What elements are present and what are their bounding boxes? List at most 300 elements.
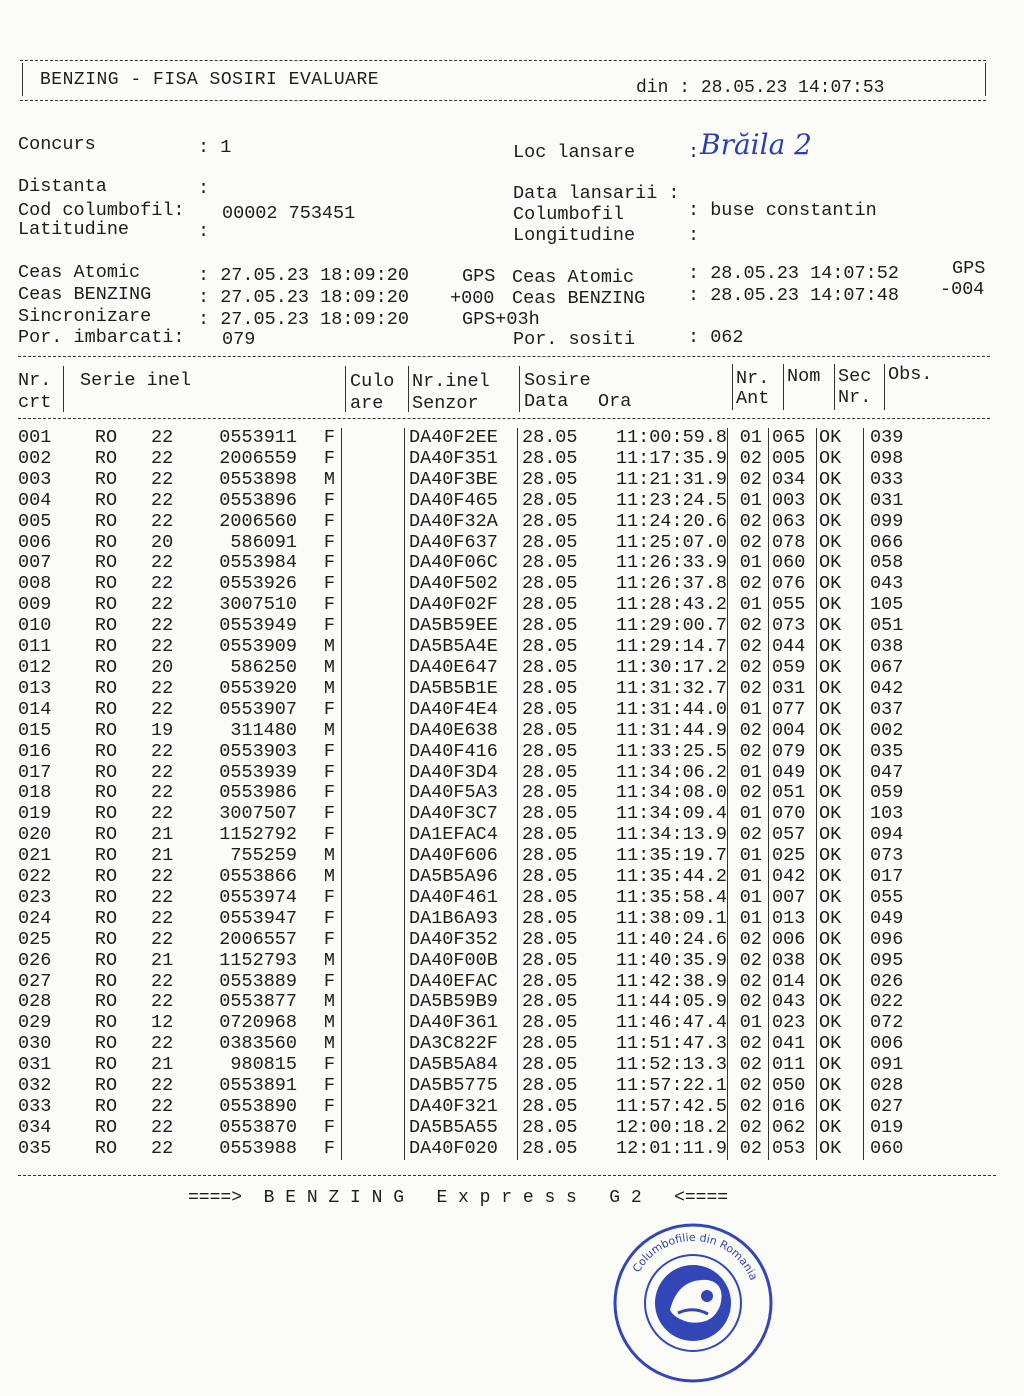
cell-nom: 016 xyxy=(769,1097,817,1118)
cell-obs: 103 xyxy=(864,804,931,825)
table-row xyxy=(18,783,930,804)
hdr-divider-1 xyxy=(63,366,64,412)
cell-sec: OK xyxy=(817,909,864,930)
cell-date: 28.05 xyxy=(518,1097,593,1118)
cell-date: 28.05 xyxy=(518,783,593,804)
table-row xyxy=(18,951,930,972)
cell-sen: DA40F351 xyxy=(405,449,518,470)
cell-cty: RO xyxy=(94,719,118,741)
cell-sen: DA5B5A55 xyxy=(405,1118,518,1139)
cell-yr: 22 xyxy=(151,991,174,1013)
cell-sen: DA40F416 xyxy=(405,742,518,763)
cell-nom: 044 xyxy=(769,637,817,658)
table-row xyxy=(18,1055,930,1076)
cell-cul xyxy=(342,721,405,742)
cell-obs: 066 xyxy=(864,533,931,554)
cell-sex: F xyxy=(323,970,335,992)
table-row xyxy=(18,491,930,512)
cell-nr: 010 xyxy=(18,615,52,637)
cell-sen: DA1B6A93 xyxy=(405,909,518,930)
cell-ant: 02 xyxy=(728,470,769,491)
loc-lansare-colon: : xyxy=(688,142,700,163)
cell-ora: 11:31:32.7 xyxy=(615,677,727,699)
cell-cty: RO xyxy=(94,615,118,637)
table-row xyxy=(18,533,930,554)
cell-ora: 11:40:24.6 xyxy=(615,928,727,950)
cell-nr: 009 xyxy=(18,594,52,616)
cell-nom: 060 xyxy=(769,553,817,574)
cell-nom: 051 xyxy=(769,783,817,804)
cell-obs: 039 xyxy=(864,428,931,449)
clock-left-0-suffix: GPS xyxy=(462,266,496,287)
cell-obs: 035 xyxy=(864,742,931,763)
cell-nom: 042 xyxy=(769,867,817,888)
cell-nr: 014 xyxy=(18,698,52,720)
table-row xyxy=(18,846,930,867)
cell-cty: RO xyxy=(94,447,118,469)
cell-ora: 11:29:00.7 xyxy=(615,615,727,637)
cell-yr: 21 xyxy=(151,824,174,846)
cell-date: 28.05 xyxy=(518,616,593,637)
cell-ring: 0720968 xyxy=(219,1012,297,1034)
cell-nom: 065 xyxy=(769,428,817,449)
cell-sex: F xyxy=(323,907,335,929)
cell-ora: 11:38:09.1 xyxy=(615,907,727,929)
stamp-text: Columbofilie din Romania xyxy=(630,1230,761,1283)
cell-yr: 22 xyxy=(151,510,174,532)
cell-ant: 02 xyxy=(728,1139,769,1160)
cell-nom: 013 xyxy=(769,909,817,930)
cell-obs: 026 xyxy=(864,972,931,993)
cell-nr: 029 xyxy=(18,1012,52,1034)
col-serie-inel: Serie inel xyxy=(80,370,192,391)
cell-date: 28.05 xyxy=(518,491,593,512)
cell-yr: 22 xyxy=(151,552,174,574)
cell-nom: 014 xyxy=(769,972,817,993)
clock-left-2-suffix: GPS+03h xyxy=(462,309,540,330)
cell-sen: DA40F502 xyxy=(405,574,518,595)
cell-cty: RO xyxy=(94,907,118,929)
latitudine-label: Latitudine xyxy=(18,219,130,240)
cell-ora: 11:35:58.4 xyxy=(615,886,727,908)
clock-left-2-label: Sincronizare xyxy=(18,306,152,327)
cell-ora: 11:29:14.7 xyxy=(615,636,727,658)
cell-sex: F xyxy=(323,803,335,825)
cell-date: 28.05 xyxy=(518,512,593,533)
cell-yr: 12 xyxy=(151,1012,174,1034)
cell-yr: 22 xyxy=(151,782,174,804)
cell-cty: RO xyxy=(94,468,118,490)
cell-date: 28.05 xyxy=(518,742,593,763)
cell-ora: 11:26:33.9 xyxy=(615,552,727,574)
cell-sen: DA40F02F xyxy=(405,595,518,616)
cell-ant: 02 xyxy=(728,992,769,1013)
table-row xyxy=(18,1097,930,1118)
cell-cul xyxy=(342,930,405,951)
cell-ant: 01 xyxy=(728,804,769,825)
cell-sec: OK xyxy=(817,512,864,533)
cell-nr: 018 xyxy=(18,782,52,804)
cell-obs: 073 xyxy=(864,846,931,867)
cod-columbofil-value: 00002 753451 xyxy=(222,203,356,224)
table-row xyxy=(18,553,930,574)
cell-ant: 01 xyxy=(728,553,769,574)
cell-ring: 0553926 xyxy=(219,573,297,595)
cell-cul xyxy=(342,679,405,700)
cell-sen: DA5B5B1E xyxy=(405,679,518,700)
cell-nr: 027 xyxy=(18,970,52,992)
cell-yr: 22 xyxy=(151,740,174,762)
cell-sen: DA5B5A4E xyxy=(405,637,518,658)
cell-cul xyxy=(342,888,405,909)
cell-cul xyxy=(342,533,405,554)
cell-ora: 11:31:44.9 xyxy=(615,719,727,741)
cell-sex: F xyxy=(323,698,335,720)
cell-cty: RO xyxy=(94,1054,118,1076)
cell-nom: 057 xyxy=(769,825,817,846)
cell-yr: 22 xyxy=(151,698,174,720)
cell-sec: OK xyxy=(817,595,864,616)
cell-cty: RO xyxy=(94,928,118,950)
cell-nr: 016 xyxy=(18,740,52,762)
cell-ora: 11:51:47.3 xyxy=(615,1033,727,1055)
cell-obs: 105 xyxy=(864,595,931,616)
cell-date: 28.05 xyxy=(518,972,593,993)
cell-yr: 22 xyxy=(151,636,174,658)
table-row xyxy=(18,470,930,491)
cell-sex: F xyxy=(323,531,335,553)
cell-ant: 02 xyxy=(728,1034,769,1055)
cell-obs: 006 xyxy=(864,1034,931,1055)
cell-ring: 980815 xyxy=(230,1054,297,1076)
col-ant-line1: Nr. xyxy=(736,368,770,389)
cell-yr: 21 xyxy=(151,845,174,867)
cell-sex: F xyxy=(323,1116,335,1138)
cell-nom: 003 xyxy=(769,491,817,512)
cell-date: 28.05 xyxy=(518,909,593,930)
cell-cul xyxy=(342,658,405,679)
cell-ring: 0553986 xyxy=(219,782,297,804)
cell-ora: 11:17:35.9 xyxy=(615,447,727,469)
cell-sex: F xyxy=(323,427,335,448)
data-lansarii-label: Data lansarii : xyxy=(513,183,680,204)
cell-nr: 026 xyxy=(18,949,52,971)
imbarcati-value: 079 xyxy=(222,329,256,350)
cell-ant: 02 xyxy=(728,449,769,470)
cell-yr: 22 xyxy=(151,907,174,929)
cell-ora: 11:35:19.7 xyxy=(615,845,727,867)
cell-sec: OK xyxy=(817,470,864,491)
cell-cul xyxy=(342,512,405,533)
cell-nr: 035 xyxy=(18,1137,52,1159)
cell-ora: 11:34:08.0 xyxy=(615,782,727,804)
cell-sex: M xyxy=(323,468,335,490)
cell-ant: 01 xyxy=(728,700,769,721)
cell-date: 28.05 xyxy=(518,470,593,491)
cell-ring: 1152793 xyxy=(219,949,297,971)
cell-yr: 22 xyxy=(151,489,174,511)
cell-obs: 060 xyxy=(864,1139,931,1160)
col-sec-line1: Sec xyxy=(838,366,872,387)
cell-sen: DA40F321 xyxy=(405,1097,518,1118)
cell-nr: 028 xyxy=(18,991,52,1013)
cell-sec: OK xyxy=(817,825,864,846)
cell-ora: 11:30:17.2 xyxy=(615,656,727,678)
cell-ora: 11:24:20.6 xyxy=(615,510,727,532)
cell-date: 28.05 xyxy=(518,449,593,470)
cell-cty: RO xyxy=(94,740,118,762)
cell-cul xyxy=(342,595,405,616)
cell-ring: 586091 xyxy=(230,531,297,553)
cell-sec: OK xyxy=(817,951,864,972)
cell-obs: 096 xyxy=(864,930,931,951)
cell-nom: 078 xyxy=(769,533,817,554)
cell-sec: OK xyxy=(817,637,864,658)
cell-cul xyxy=(342,972,405,993)
cell-ring: 3007507 xyxy=(219,803,297,825)
cell-obs: 055 xyxy=(864,888,931,909)
cell-date: 28.05 xyxy=(518,930,593,951)
cell-sex: F xyxy=(323,1054,335,1076)
cell-date: 28.05 xyxy=(518,825,593,846)
cell-ant: 02 xyxy=(728,637,769,658)
cell-ring: 0553890 xyxy=(219,1096,297,1117)
cell-ring: 2006557 xyxy=(219,928,297,950)
cell-cty: RO xyxy=(94,531,118,553)
cell-date: 28.05 xyxy=(518,763,593,784)
cell-sex: M xyxy=(323,656,335,678)
cell-obs: 094 xyxy=(864,825,931,846)
cell-obs: 098 xyxy=(864,449,931,470)
cell-sec: OK xyxy=(817,679,864,700)
distanta-value: : xyxy=(198,178,210,199)
cell-cul xyxy=(342,449,405,470)
cell-ring: 1152792 xyxy=(219,824,297,846)
cell-cul xyxy=(342,700,405,721)
cell-cty: RO xyxy=(94,510,118,532)
cell-sex: F xyxy=(323,1096,335,1117)
cell-nr: 020 xyxy=(18,824,52,846)
cell-nom: 004 xyxy=(769,721,817,742)
col-data: Data xyxy=(524,391,569,412)
col-ora: Ora xyxy=(598,391,632,412)
cell-sen: DA40F465 xyxy=(405,491,518,512)
table-row xyxy=(18,512,930,533)
cell-ora: 11:46:47.4 xyxy=(615,1012,727,1034)
cell-cul xyxy=(342,1034,405,1055)
cell-date: 28.05 xyxy=(518,679,593,700)
cell-nr: 023 xyxy=(18,886,52,908)
cell-ring: 0553903 xyxy=(219,740,297,762)
cell-yr: 20 xyxy=(151,656,174,678)
hdr-divider-5 xyxy=(732,364,733,410)
cell-sen: DA40F00B xyxy=(405,951,518,972)
loc-lansare-label: Loc lansare xyxy=(513,142,636,163)
cell-ant: 02 xyxy=(728,1097,769,1118)
cell-cty: RO xyxy=(94,1116,118,1138)
cell-yr: 22 xyxy=(151,928,174,950)
cell-sen: DA40F361 xyxy=(405,1013,518,1034)
cell-cul xyxy=(342,428,405,449)
cell-obs: 095 xyxy=(864,951,931,972)
table-top-rule xyxy=(18,356,990,357)
cell-cty: RO xyxy=(94,845,118,867)
table-row xyxy=(18,825,930,846)
cell-ant: 02 xyxy=(728,783,769,804)
cell-ant: 02 xyxy=(728,616,769,637)
table-row xyxy=(18,804,930,825)
cell-sex: M xyxy=(323,845,335,867)
clock-right-0-label: Ceas Atomic xyxy=(512,267,635,288)
cell-nom: 023 xyxy=(769,1013,817,1034)
cell-cty: RO xyxy=(94,1012,118,1034)
hdr-divider-4 xyxy=(519,366,520,412)
cell-sex: F xyxy=(323,489,335,511)
columbofil-value: : buse constantin xyxy=(688,200,877,221)
cell-ring: 0383560 xyxy=(219,1033,297,1055)
table-row xyxy=(18,742,930,763)
table-row xyxy=(18,428,930,449)
cell-sec: OK xyxy=(817,930,864,951)
cell-ora: 11:44:05.9 xyxy=(615,991,727,1013)
cell-yr: 20 xyxy=(151,531,174,553)
cell-yr: 19 xyxy=(151,719,174,741)
cell-nr: 002 xyxy=(18,447,52,469)
cell-ring: 0553907 xyxy=(219,698,297,720)
imbarcati-label: Por. imbarcati: xyxy=(18,327,185,348)
cell-cty: RO xyxy=(94,866,118,888)
cell-ant: 02 xyxy=(728,533,769,554)
cell-ant: 02 xyxy=(728,574,769,595)
cell-sen: DA40E638 xyxy=(405,721,518,742)
clock-left-2-value: : 27.05.23 18:09:20 xyxy=(198,309,409,330)
cell-ring: 0553939 xyxy=(219,761,297,783)
cell-sex: M xyxy=(323,636,335,658)
cell-cul xyxy=(342,574,405,595)
hdr-divider-6 xyxy=(783,364,784,410)
table-row xyxy=(18,679,930,700)
cell-sen: DA5B5775 xyxy=(405,1076,518,1097)
cell-nom: 077 xyxy=(769,700,817,721)
cell-date: 28.05 xyxy=(518,553,593,574)
cell-ring: 0553947 xyxy=(219,907,297,929)
cell-sec: OK xyxy=(817,763,864,784)
cell-date: 28.05 xyxy=(518,888,593,909)
col-ant-line2: Ant xyxy=(736,388,770,409)
cell-nr: 019 xyxy=(18,803,52,825)
cell-yr: 22 xyxy=(151,1033,174,1055)
col-obs: Obs. xyxy=(888,364,933,385)
cell-nr: 007 xyxy=(18,552,52,574)
clock-left-0-value: : 27.05.23 18:09:20 xyxy=(198,265,409,286)
columbofil-label: Columbofil xyxy=(513,204,625,225)
cell-sen: DA40F3BE xyxy=(405,470,518,491)
cell-yr: 22 xyxy=(151,1137,174,1159)
cell-ora: 11:31:44.0 xyxy=(615,698,727,720)
cell-ring: 2006560 xyxy=(219,510,297,532)
table-row xyxy=(18,1118,930,1139)
cell-ant: 02 xyxy=(728,825,769,846)
table-row xyxy=(18,595,930,616)
cell-sex: M xyxy=(323,991,335,1013)
cell-sec: OK xyxy=(817,804,864,825)
cell-cty: RO xyxy=(94,991,118,1013)
cell-yr: 22 xyxy=(151,427,174,448)
cell-nr: 025 xyxy=(18,928,52,950)
table-row xyxy=(18,700,930,721)
cell-yr: 21 xyxy=(151,949,174,971)
cell-date: 28.05 xyxy=(518,658,593,679)
cell-nom: 063 xyxy=(769,512,817,533)
cell-yr: 22 xyxy=(151,573,174,595)
cell-ring: 0553949 xyxy=(219,615,297,637)
cell-sex: M xyxy=(323,1012,335,1034)
cell-nom: 038 xyxy=(769,951,817,972)
cell-sen: DA40F06C xyxy=(405,553,518,574)
cell-ant: 02 xyxy=(728,658,769,679)
cell-nr: 003 xyxy=(18,468,52,490)
clock-right-0-value: : 28.05.23 14:07:52 xyxy=(688,263,899,284)
cell-sex: F xyxy=(323,928,335,950)
cell-sen: DA40EFAC xyxy=(405,972,518,993)
cell-sec: OK xyxy=(817,992,864,1013)
cell-sec: OK xyxy=(817,742,864,763)
cell-sec: OK xyxy=(817,700,864,721)
footer-banner: ====> B E N Z I N G E x p r e s s G 2 <==== xyxy=(188,1188,729,1208)
cell-sen: DA40F606 xyxy=(405,846,518,867)
cell-nr: 001 xyxy=(18,427,52,448)
cell-ring: 586250 xyxy=(230,656,297,678)
cell-sex: F xyxy=(323,761,335,783)
cell-nom: 073 xyxy=(769,616,817,637)
cell-nr: 034 xyxy=(18,1116,52,1138)
cell-sex: M xyxy=(323,677,335,699)
cell-nr: 032 xyxy=(18,1075,52,1097)
cell-sec: OK xyxy=(817,721,864,742)
cell-nom: 062 xyxy=(769,1118,817,1139)
cell-nom: 076 xyxy=(769,574,817,595)
cell-cul xyxy=(342,553,405,574)
cell-ant: 02 xyxy=(728,721,769,742)
cell-obs: 028 xyxy=(864,1076,931,1097)
cell-ora: 11:57:22.1 xyxy=(615,1075,727,1097)
cell-sex: M xyxy=(323,866,335,888)
cell-obs: 027 xyxy=(864,1097,931,1118)
cell-sex: F xyxy=(323,1137,335,1159)
cell-sex: F xyxy=(323,824,335,846)
cell-nom: 006 xyxy=(769,930,817,951)
cell-cul xyxy=(342,783,405,804)
cell-ora: 11:23:24.5 xyxy=(615,489,727,511)
cell-sex: M xyxy=(323,719,335,741)
cell-sex: F xyxy=(323,447,335,469)
cell-nom: 011 xyxy=(769,1055,817,1076)
clock-left-1-label: Ceas BENZING xyxy=(18,284,152,305)
cell-sec: OK xyxy=(817,1076,864,1097)
cell-date: 28.05 xyxy=(518,637,593,658)
cell-cty: RO xyxy=(94,949,118,971)
cell-date: 28.05 xyxy=(518,574,593,595)
cell-date: 28.05 xyxy=(518,846,593,867)
cell-cul xyxy=(342,1076,405,1097)
cell-ora: 11:00:59.8 xyxy=(615,427,727,448)
cell-date: 28.05 xyxy=(518,1139,593,1160)
table-row xyxy=(18,930,930,951)
cell-sen: DA40F3C7 xyxy=(405,804,518,825)
cell-nom: 025 xyxy=(769,846,817,867)
cell-cul xyxy=(342,637,405,658)
cell-sec: OK xyxy=(817,1013,864,1034)
